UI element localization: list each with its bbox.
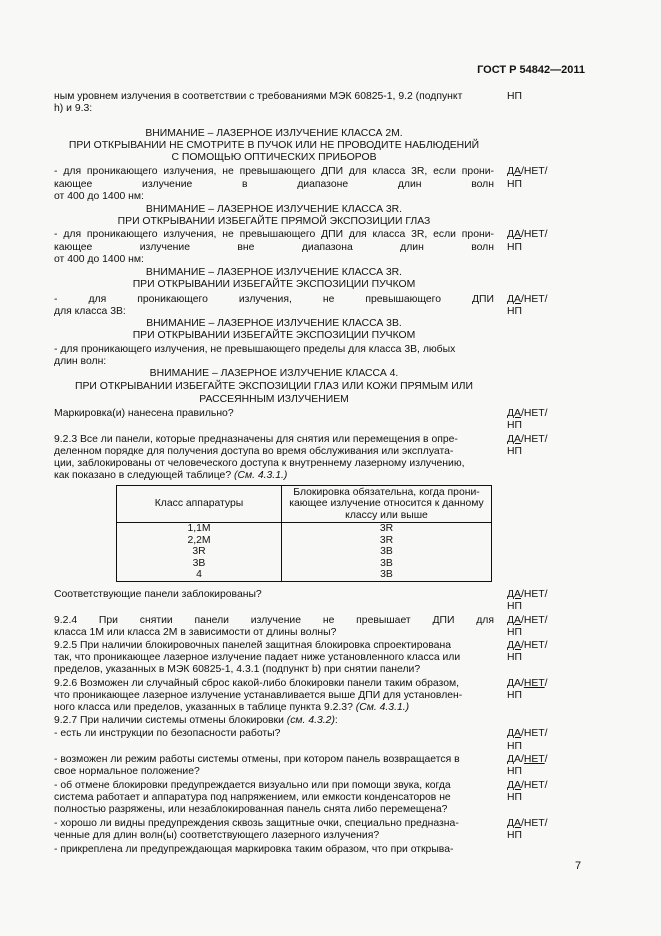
table-cell: 4 bbox=[117, 569, 282, 581]
answer-option bbox=[507, 780, 548, 792]
answer-option bbox=[507, 434, 548, 446]
line-text: ПРИ ОТКРЫВАНИИ ИЗБЕГАЙТЕ ЭКСПОЗИЦИИ ГЛАЗ ИЛИ КОЖИ ПРЯМЫМ ИЛИ bbox=[75, 381, 473, 392]
table-row bbox=[117, 546, 492, 558]
answer-option bbox=[507, 766, 522, 778]
answer-option bbox=[507, 754, 548, 766]
text-line bbox=[54, 242, 494, 254]
line-text: длин волн: bbox=[54, 356, 107, 367]
text-line bbox=[54, 103, 494, 115]
line-text: h) и 9.3: bbox=[54, 103, 93, 114]
answer-option bbox=[507, 640, 548, 652]
line-text: ченные для длин волн(ы) соответствующего лазерного излучения? bbox=[54, 830, 380, 841]
line-text: ПРИ ОТКРЫВАНИИ ИЗБЕГАЙТЕ ЭКСПОЗИЦИИ ПУЧКОМ bbox=[132, 330, 416, 341]
answer-text: НП bbox=[507, 91, 522, 102]
table-row bbox=[117, 558, 492, 570]
text-line bbox=[54, 615, 494, 627]
line-text: 9.2.7 При наличии системы отмены блокировки bbox=[54, 715, 284, 726]
reference-note: (см. 4.3.2) bbox=[283, 715, 335, 726]
answer-option bbox=[507, 678, 548, 690]
answer-text: НП bbox=[507, 741, 522, 752]
answer-text: /НЕТ/ bbox=[520, 589, 548, 600]
text-line bbox=[54, 179, 494, 191]
text-line bbox=[54, 804, 494, 816]
warning-line bbox=[54, 204, 494, 216]
line-text: 9.2.3 Все ли панели, которые предназначены для снятия или перемещения в опре- bbox=[54, 434, 458, 445]
text-line bbox=[54, 294, 494, 306]
line-text: Маркировка(и) нанесена правильно? bbox=[54, 408, 234, 419]
text-line bbox=[54, 470, 494, 482]
line-text: - хорошо ли видны предупреждения сквозь защитные очки, специально предназна- bbox=[54, 818, 459, 829]
answer-option bbox=[507, 601, 522, 613]
table-cell: 1,1М bbox=[117, 523, 282, 535]
line-text: кающее излучение вне диапазона длин волн bbox=[54, 242, 494, 253]
text-line bbox=[54, 652, 494, 664]
line-tail: : bbox=[334, 715, 338, 726]
line-text: от 400 до 1400 нм: bbox=[54, 191, 144, 202]
answer-text: /НЕТ/ bbox=[520, 408, 548, 419]
line-text: - для проникающего излучения, не превышающего пределы для класса 3В, любых bbox=[54, 344, 456, 355]
answer-text: НП bbox=[507, 446, 522, 457]
header-text: Блокировка обязательна, когда прони- bbox=[293, 486, 480, 498]
line-text: класса 1М или класса 2М в зависимости от длины волны? bbox=[54, 627, 337, 638]
selected-answer: НЕТ bbox=[523, 678, 545, 689]
line-text: ВНИМАНИЕ – ЛАЗЕРНОЕ ИЗЛУЧЕНИЕ КЛАССА 4. bbox=[149, 368, 399, 379]
text-line bbox=[54, 191, 494, 203]
answer-option bbox=[507, 242, 522, 254]
answer-text: НП bbox=[507, 420, 522, 431]
warning-line bbox=[54, 267, 494, 279]
text-line bbox=[54, 356, 494, 368]
selected-answer: ДА bbox=[507, 728, 521, 739]
answer-text: /НЕТ/ bbox=[520, 166, 548, 177]
selected-answer: ДА bbox=[507, 640, 521, 651]
selected-answer: ДА bbox=[507, 615, 521, 626]
text-line bbox=[54, 780, 494, 792]
line-text: - есть ли инструкции по безопасности работы? bbox=[54, 728, 281, 739]
text-line bbox=[54, 766, 494, 778]
line-text: 9.2.4 При снятии панели излучение не превышает ДПИ для bbox=[54, 615, 494, 626]
answer-text: ДА/ bbox=[507, 678, 524, 689]
table-cell: 3R bbox=[117, 546, 282, 558]
answer-option bbox=[507, 741, 522, 753]
line-text: Соответствующие панели заблокированы? bbox=[54, 589, 262, 600]
answer-option bbox=[507, 306, 522, 318]
table-cell: 3R bbox=[282, 535, 492, 547]
text-line bbox=[54, 702, 494, 714]
line-text: - возможен ли режим работы системы отмены, при котором панель возвращается в bbox=[54, 754, 460, 765]
warning-line bbox=[54, 368, 494, 380]
warning-line bbox=[54, 394, 494, 406]
selected-answer: ДА bbox=[507, 166, 521, 177]
selected-answer: ДА bbox=[507, 818, 521, 829]
text-line bbox=[54, 166, 494, 178]
answer-option bbox=[507, 446, 522, 458]
line-text: С ПОМОЩЬЮ ОПТИЧЕСКИХ ПРИБОРОВ bbox=[171, 152, 377, 163]
line-text: - для проникающего излучения, не превышающего ДПИ bbox=[54, 294, 494, 305]
answer-text: /НЕТ/ bbox=[520, 294, 548, 305]
line-text: ВНИМАНИЕ – ЛАЗЕРНОЕ ИЗЛУЧЕНИЕ КЛАССА 3R. bbox=[145, 267, 403, 278]
text-line bbox=[54, 640, 494, 652]
warning-line bbox=[54, 279, 494, 291]
page-number: 7 bbox=[575, 860, 582, 872]
text-line bbox=[54, 690, 494, 702]
answer-text: НП bbox=[507, 306, 522, 317]
answer-text: / bbox=[544, 754, 548, 765]
table-cell: 3В bbox=[282, 569, 492, 581]
line-text: РАССЕЯННЫМ ИЗЛУЧЕНИЕМ bbox=[199, 394, 349, 405]
line-text: 9.2.6 Возможен ли случайный сброс какой-либо блокировки панели таким образом, bbox=[54, 678, 460, 689]
text-line bbox=[54, 434, 494, 446]
line-text: как показано в следующей таблице? bbox=[54, 470, 232, 481]
line-text: свое нормальное положение? bbox=[54, 766, 200, 777]
reference-note: (См. 4.3.1.) bbox=[231, 470, 288, 481]
text-line bbox=[54, 830, 494, 842]
line-text: ПРИ ОТКРЫВАНИИ ИЗБЕГАЙТЕ ПРЯМОЙ ЭКСПОЗИЦИИ ГЛАЗ bbox=[117, 216, 431, 227]
answer-text: /НЕТ/ bbox=[520, 818, 548, 829]
text-line bbox=[54, 728, 494, 740]
table-header-row bbox=[117, 486, 492, 523]
table-cell: 3В bbox=[117, 558, 282, 570]
text-line bbox=[54, 754, 494, 766]
answer-text: /НЕТ/ bbox=[520, 229, 548, 240]
answer-text: НП bbox=[507, 242, 522, 253]
answer-option bbox=[507, 652, 522, 664]
answer-option bbox=[507, 91, 522, 103]
text-line bbox=[54, 664, 494, 676]
answer-option bbox=[507, 818, 548, 830]
answer-text: НП bbox=[507, 179, 522, 190]
text-line bbox=[54, 715, 494, 727]
selected-answer: ДА bbox=[507, 434, 521, 445]
answer-option bbox=[507, 690, 522, 702]
text-line bbox=[54, 627, 494, 639]
table-cell: 3В bbox=[282, 546, 492, 558]
answer-option bbox=[507, 229, 548, 241]
table-row bbox=[117, 569, 492, 581]
answer-text: /НЕТ/ bbox=[520, 434, 548, 445]
line-text: - для проникающего излучения, не превышающего ДПИ для класса 3R, если прони- bbox=[54, 166, 494, 177]
text-line bbox=[54, 678, 494, 690]
answer-option bbox=[507, 589, 548, 601]
selected-answer: ДА bbox=[507, 408, 521, 419]
answer-text: /НЕТ/ bbox=[520, 728, 548, 739]
answer-option bbox=[507, 830, 522, 842]
header-text: классу или выше bbox=[345, 509, 428, 521]
line-text: система работает и аппаратура под напряжением, или емкости конденсаторов не bbox=[54, 792, 451, 803]
answer-text: НП bbox=[507, 652, 522, 663]
answer-option bbox=[507, 408, 548, 420]
line-text: для класса 3В: bbox=[54, 306, 126, 317]
line-text: - для проникающего излучения, не превышающего ДПИ для класса 3R, если прони- bbox=[54, 229, 494, 240]
answer-option bbox=[507, 420, 522, 432]
text-line bbox=[54, 254, 494, 266]
line-text: что проникающее лазерное излучение устанавливается выше ДПИ для установлен- bbox=[54, 690, 463, 701]
document-code: ГОСТ Р 54842—2011 bbox=[477, 64, 585, 76]
answer-text: /НЕТ/ bbox=[520, 780, 548, 791]
answer-option bbox=[507, 179, 522, 191]
warning-line bbox=[54, 381, 494, 393]
selected-answer: ДА bbox=[507, 589, 521, 600]
table-header-cell bbox=[117, 486, 282, 523]
answer-option bbox=[507, 294, 548, 306]
reference-note: (См. 4.3.1.) bbox=[352, 702, 410, 713]
line-text: от 400 до 1400 нм: bbox=[54, 254, 144, 265]
text-line bbox=[54, 818, 494, 830]
line-text: ПРИ ОТКРЫВАНИИ ИЗБЕГАЙТЕ ЭКСПОЗИЦИИ ПУЧКОМ bbox=[132, 279, 416, 290]
answer-text: / bbox=[544, 678, 548, 689]
text-line bbox=[54, 306, 494, 318]
answer-text: /НЕТ/ bbox=[520, 640, 548, 651]
table-row bbox=[117, 523, 492, 535]
table-cell: 3R bbox=[282, 523, 492, 535]
answer-option bbox=[507, 166, 548, 178]
warning-line bbox=[54, 330, 494, 342]
warning-line bbox=[54, 152, 494, 164]
selected-answer: ДА bbox=[507, 294, 521, 305]
table-header-cell bbox=[282, 486, 492, 523]
line-text: пределов, указанных в МЭК 60825-1, 4.3.1 (подпункт b) при снятии панели? bbox=[54, 664, 421, 675]
line-text: деленном порядке для получения доступа во время обслуживания или эксплуата- bbox=[54, 446, 454, 457]
text-line bbox=[54, 446, 494, 458]
text-line bbox=[54, 458, 494, 470]
text-line bbox=[54, 589, 494, 601]
text-line bbox=[54, 408, 494, 420]
answer-option bbox=[507, 627, 522, 639]
line-text: ВНИМАНИЕ – ЛАЗЕРНОЕ ИЗЛУЧЕНИЕ КЛАССА 3В. bbox=[146, 318, 402, 329]
line-text: так, что проникающее лазерное излучение падает ниже установленного класса или bbox=[54, 652, 461, 663]
header-text: кающее излучение относится к данному bbox=[289, 498, 484, 510]
line-text: полностью разряжены, или незаблокированная панель снята либо перемещена? bbox=[54, 804, 448, 815]
text-line bbox=[54, 91, 494, 103]
line-text: ВНИМАНИЕ – ЛАЗЕРНОЕ ИЗЛУЧЕНИЕ КЛАССА 3R. bbox=[145, 204, 403, 215]
line-text: ПРИ ОТКРЫВАНИИ НЕ СМОТРИТЕ В ПУЧОК ИЛИ НЕ ПРОВОДИТЕ НАБЛЮДЕНИЙ bbox=[68, 140, 480, 151]
line-text: - прикреплена ли предупреждающая маркировка таким образом, что при открыва- bbox=[54, 844, 454, 855]
line-text: ВНИМАНИЕ – ЛАЗЕРНОЕ ИЗЛУЧЕНИЕ КЛАССА 2М. bbox=[145, 128, 403, 139]
line-text: кающее излучение в диапазоне длин волн bbox=[54, 179, 494, 190]
warning-line bbox=[54, 128, 494, 140]
table-row bbox=[117, 535, 492, 547]
answer-text: /НЕТ/ bbox=[520, 615, 548, 626]
answer-text: НП bbox=[507, 830, 522, 841]
answer-text: НП bbox=[507, 792, 522, 803]
blocking-table bbox=[116, 485, 492, 582]
answer-option bbox=[507, 792, 522, 804]
answer-text: НП bbox=[507, 627, 522, 638]
text-line bbox=[54, 792, 494, 804]
warning-line bbox=[54, 318, 494, 330]
answer-option bbox=[507, 728, 548, 740]
answer-text: НП bbox=[507, 601, 522, 612]
text-line bbox=[54, 229, 494, 241]
selected-answer: НЕТ bbox=[523, 754, 545, 765]
table-cell: 2,2М bbox=[117, 535, 282, 547]
line-text: ным уровнем излучения в соответствии с требованиями МЭК 60825-1, 9.2 (подпункт bbox=[54, 91, 463, 102]
line-text: 9.2.5 При наличии блокировочных панелей защитная блокировка спроектирована bbox=[54, 640, 451, 651]
warning-line bbox=[54, 216, 494, 228]
selected-answer: ДА bbox=[507, 780, 521, 791]
line-text: ции, заблокированы от человеческого доступа к внутреннему лазерному излучению, bbox=[54, 458, 465, 469]
answer-text: НП bbox=[507, 766, 522, 777]
line-text: ного класса или пределов, указанных в таблице пункта 9.2.3? bbox=[54, 702, 353, 713]
table-cell: 3В bbox=[282, 558, 492, 570]
selected-answer: ДА bbox=[507, 229, 521, 240]
line-text: - об отмене блокировки предупреждается визуально или при помощи звука, когда bbox=[54, 780, 451, 791]
text-line bbox=[54, 344, 494, 356]
answer-option bbox=[507, 615, 548, 627]
answer-text: НП bbox=[507, 690, 522, 701]
answer-text: ДА/ bbox=[507, 754, 524, 765]
text-line bbox=[54, 844, 494, 856]
header-text: Класс аппаратуры bbox=[154, 498, 244, 510]
warning-line bbox=[54, 140, 494, 152]
